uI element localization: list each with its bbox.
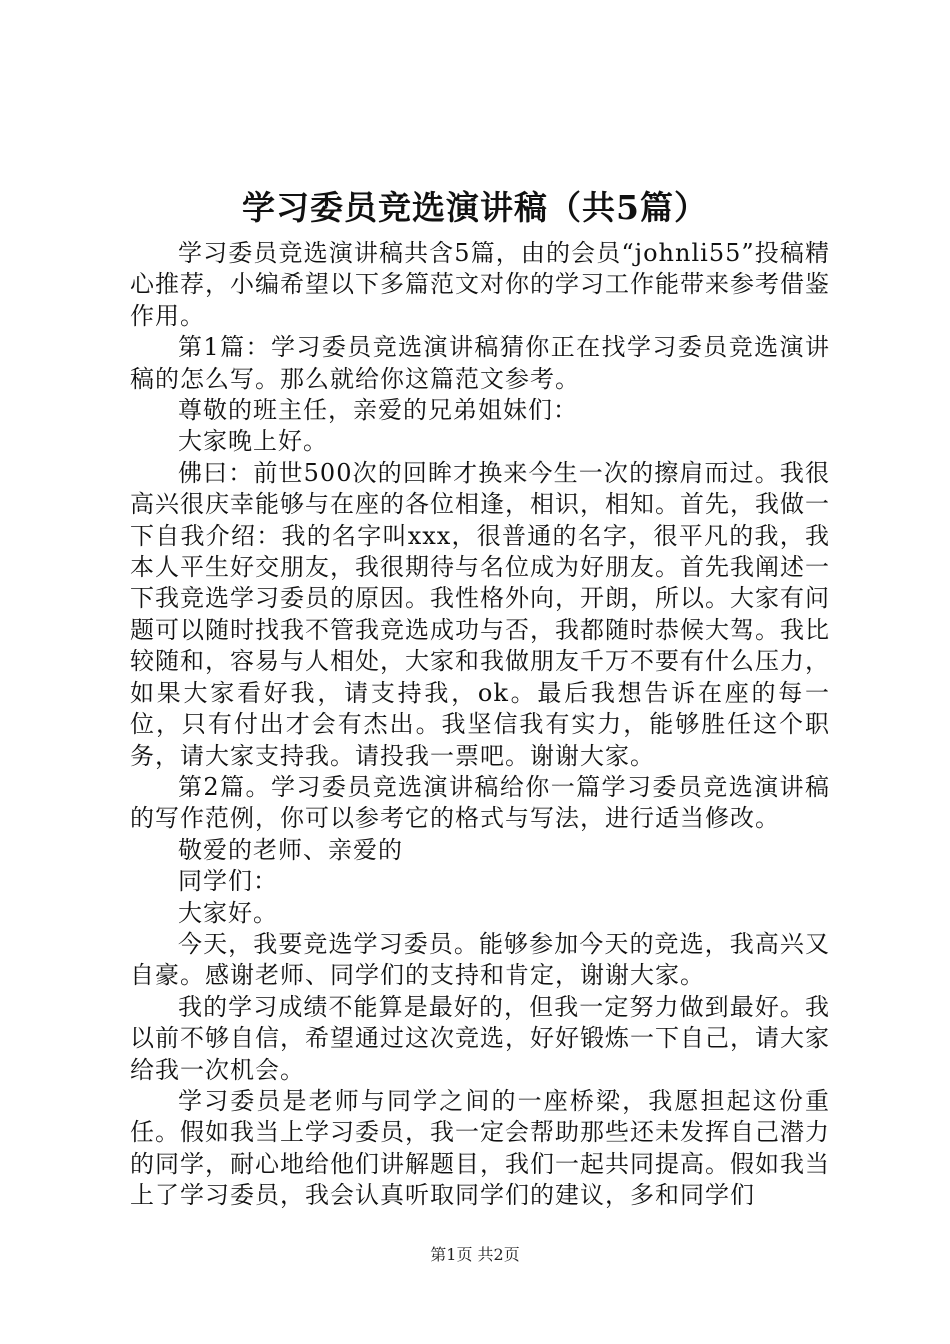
paragraph: 大家晚上好。 [178, 427, 328, 456]
document-body [130, 238, 830, 1212]
paragraph: 第1篇：学习委员竞选演讲稿猜你正在找学习委员竞选演讲稿的怎么写。那么就给你这篇范文参考。 [130, 333, 830, 393]
paragraph: 学习委员竞选演讲稿共含5篇，由的会员“johnli55”投稿精心推荐，小编希望以下多篇范文对你的学习工作能带来参考借鉴作用。 [130, 239, 830, 330]
paragraph: 尊敬的班主任，亲爱的兄弟姐妹们： [178, 396, 578, 425]
paragraph: 同学们： [178, 867, 278, 896]
paragraph: 大家好。 [178, 898, 278, 927]
paragraph: 今天，我要竞选学习委员。能够参加今天的竞选，我高兴又自豪。感谢老师、同学们的支持和肯定，谢谢大家。 [130, 929, 830, 990]
paragraph: 我的学习成绩不能算是最好的，但我一定努力做到最好。我以前不够自信，希望通过这次竞选，好好锻炼一下自己，请大家给我一次机会。 [130, 992, 830, 1084]
paragraph: 佛曰：前世500次的回眸才换来今生一次的擦肩而过。我很高兴很庆幸能够与在座的各位相逢，相识，相知。首先，我做一下自我介绍：我的名字叫xxx，很普通的名字，很平凡的我，我本人平生好交朋友，我很期待与名位成为好朋友。首先我阐述一下我竞选学习委员的原因。我性格外向，开朗，所以。大家有问题可以随时找我不管我竞选成功与否，我都随时恭候大驾。我比较随和，容易与人相处，大家和我做朋友千万不要有什么压力，如果大家看好我，请支持我，ok。最后我想告诉在座的每一位，只有付出才会有杰出。我坚信我有实力，能够胜任这个职务，请大家支持我。请投我一票吧。谢谢大家。 [130, 458, 830, 770]
document-title: 学习委员竞选演讲稿（共5篇） [242, 188, 708, 227]
paragraph: 学习委员是老师与同学之间的一座桥梁，我愿担起这份重任。假如我当上学习委员，我一定会帮助那些还未发挥自己潜力的同学，耐心地给他们讲解题目，我们一起共同提高。假如我当上了学习委员，我会认真听取同学们的建议，多和同学们 [130, 1086, 830, 1210]
page-number-footer: 第1页 共2页 [430, 1245, 520, 1264]
paragraph: 敬爱的老师、亲爱的 [178, 835, 403, 864]
paragraph: 第2篇。学习委员竞选演讲稿给你一篇学习委员竞选演讲稿的写作范例，你可以参考它的格式与写法，进行适当修改。 [130, 772, 830, 833]
